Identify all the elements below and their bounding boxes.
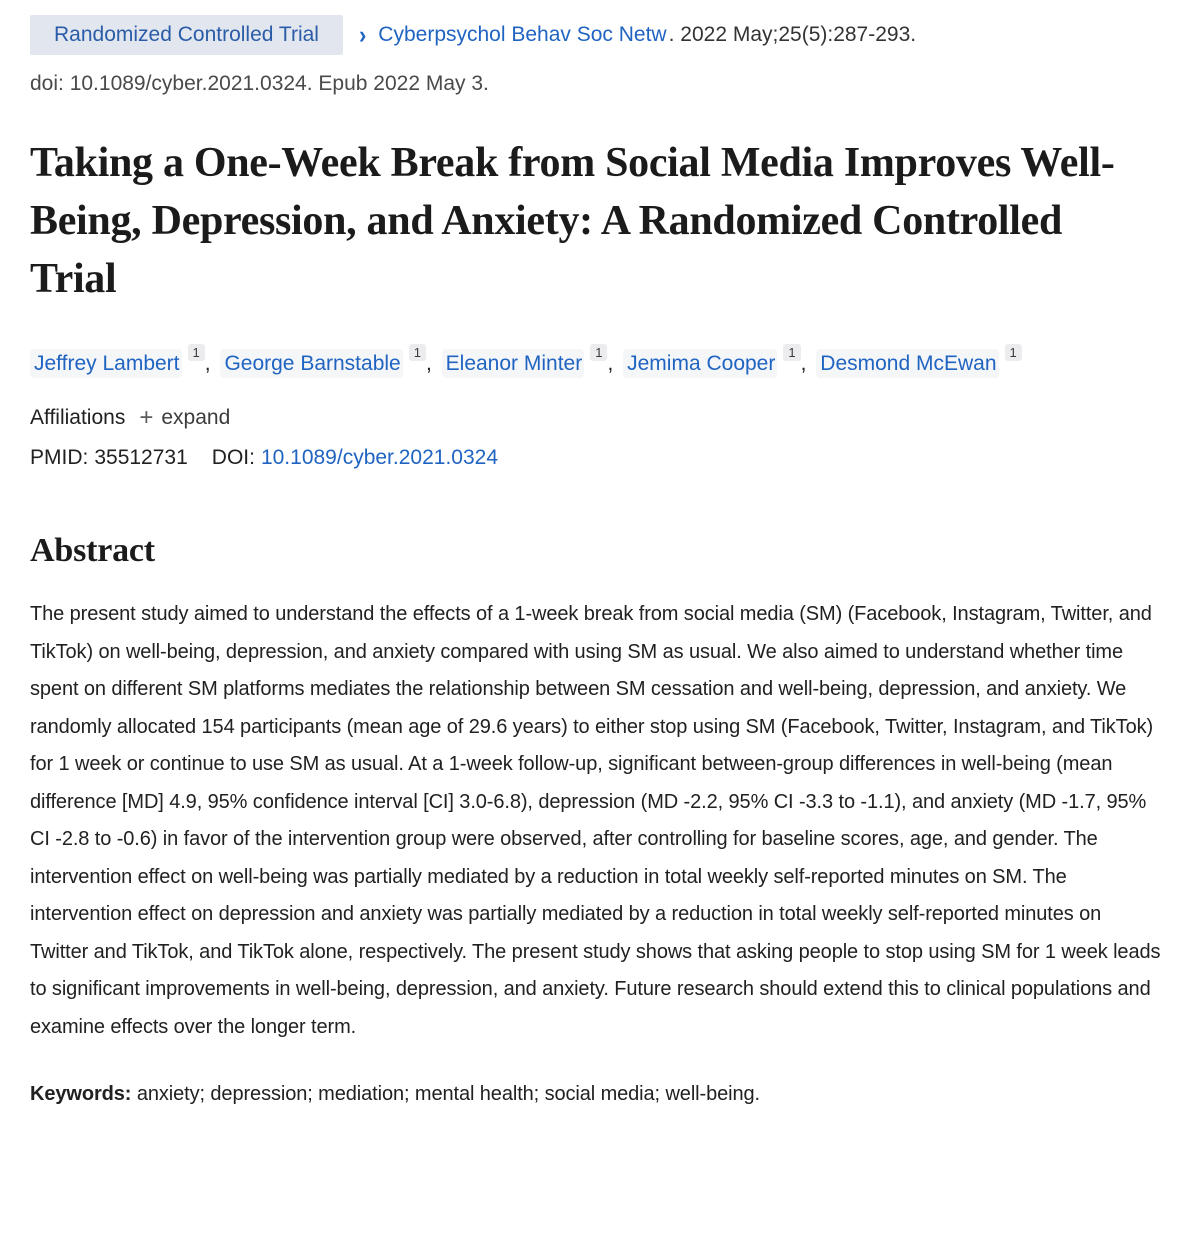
citation-row <box>30 15 1168 55</box>
affiliation-superscript[interactable]: 1 <box>783 344 800 361</box>
author-separator: , <box>204 352 211 375</box>
journal-link[interactable]: Cyberpsychol Behav Soc Netw <box>378 23 667 46</box>
article-header <box>30 15 1168 96</box>
affiliations-label: Affiliations <box>30 406 126 429</box>
affiliation-superscript[interactable]: 1 <box>1005 344 1022 361</box>
keywords-label: Keywords: <box>30 1083 132 1105</box>
article-title: Taking a One-Week Break from Social Media Improves Well-Being, Depression, and Anxiety: A Randomized Controlled Trial <box>30 140 1115 302</box>
author-item <box>30 345 215 375</box>
author-item <box>623 345 810 375</box>
doi-label: DOI: <box>211 446 255 469</box>
affiliation-superscript[interactable]: 1 <box>590 344 607 361</box>
expand-label: expand <box>161 406 231 429</box>
abstract-heading: Abstract <box>30 532 155 569</box>
doi-epub-line: doi: 10.1089/cyber.2021.0324. Epub 2022 May 3. <box>30 72 489 95</box>
author-link[interactable]: Eleanor Minter <box>442 349 585 378</box>
author-separator: , <box>607 352 614 375</box>
author-separator: , <box>800 352 807 375</box>
chevron-right-icon: › <box>358 20 367 49</box>
keywords-line <box>30 1079 1168 1109</box>
identifiers-row <box>30 446 1168 470</box>
doi-link[interactable]: 10.1089/cyber.2021.0324 <box>260 446 498 469</box>
expand-affiliations-button[interactable] <box>139 406 230 430</box>
pmid-value: 35512731 <box>94 446 188 469</box>
abstract-text: The present study aimed to understand the effects of a 1-week break from social media (SM) (Facebook, Instagram, Twitter, and TikTok) on well-being, depression, and anxiety compared with using SM as usual. We also aimed to understand whether time spent on different SM platforms mediates the relationship between SM cessation and well-being, depression, and anxiety. We randomly allocated 154 participants (mean age of 29.6 years) to either stop using SM (Facebook, Twitter, Instagram, and TikTok) for 1 week or continue to use SM as usual. At a 1-week follow-up, significant between-group differences in well-being (mean difference [MD] 4.9, 95% confidence interval [CI] 3.0-6.8), depression (MD -2.2, 95% CI -3.3 to -1.1), and anxiety (MD -1.7, 95% CI -2.8 to -0.6) in favor of the intervention group were observed, after controlling for baseline scores, age, and gender. The intervention effect on well-being was partially mediated by a reduction in total weekly self-reported minutes on SM. The intervention effect on depression and anxiety was partially mediated by a reduction in total weekly self-reported minutes on Twitter and TikTok, and TikTok alone, respectively. The present study shows that asking people to stop using SM for 1 week leads to significant improvements in well-being, depression, and anxiety. Future research should extend this to clinical populations and examine effects over the longer term. <box>30 603 1161 1038</box>
pmid-label: PMID: <box>30 446 89 469</box>
author-link[interactable]: Jemima Cooper <box>623 349 777 378</box>
citation-text: . 2022 May;25(5):287-293. <box>668 23 917 46</box>
author-separator: , <box>425 352 432 375</box>
author-item <box>220 345 435 375</box>
author-link[interactable]: Jeffrey Lambert <box>30 349 182 378</box>
keywords-text: anxiety; depression; mediation; mental health; social media; well-being. <box>136 1083 760 1105</box>
abstract-section <box>30 532 1168 1109</box>
affiliation-superscript[interactable]: 1 <box>409 344 426 361</box>
author-item <box>816 345 1025 375</box>
plus-icon: + <box>139 404 154 431</box>
affiliation-superscript[interactable]: 1 <box>188 344 205 361</box>
author-link[interactable]: Desmond McEwan <box>816 349 998 378</box>
author-item <box>442 345 618 375</box>
publication-type-badge: Randomized Controlled Trial <box>30 15 343 55</box>
authors-list <box>30 344 1168 379</box>
author-link[interactable]: George Barnstable <box>220 349 402 378</box>
affiliations-row <box>30 406 1168 430</box>
